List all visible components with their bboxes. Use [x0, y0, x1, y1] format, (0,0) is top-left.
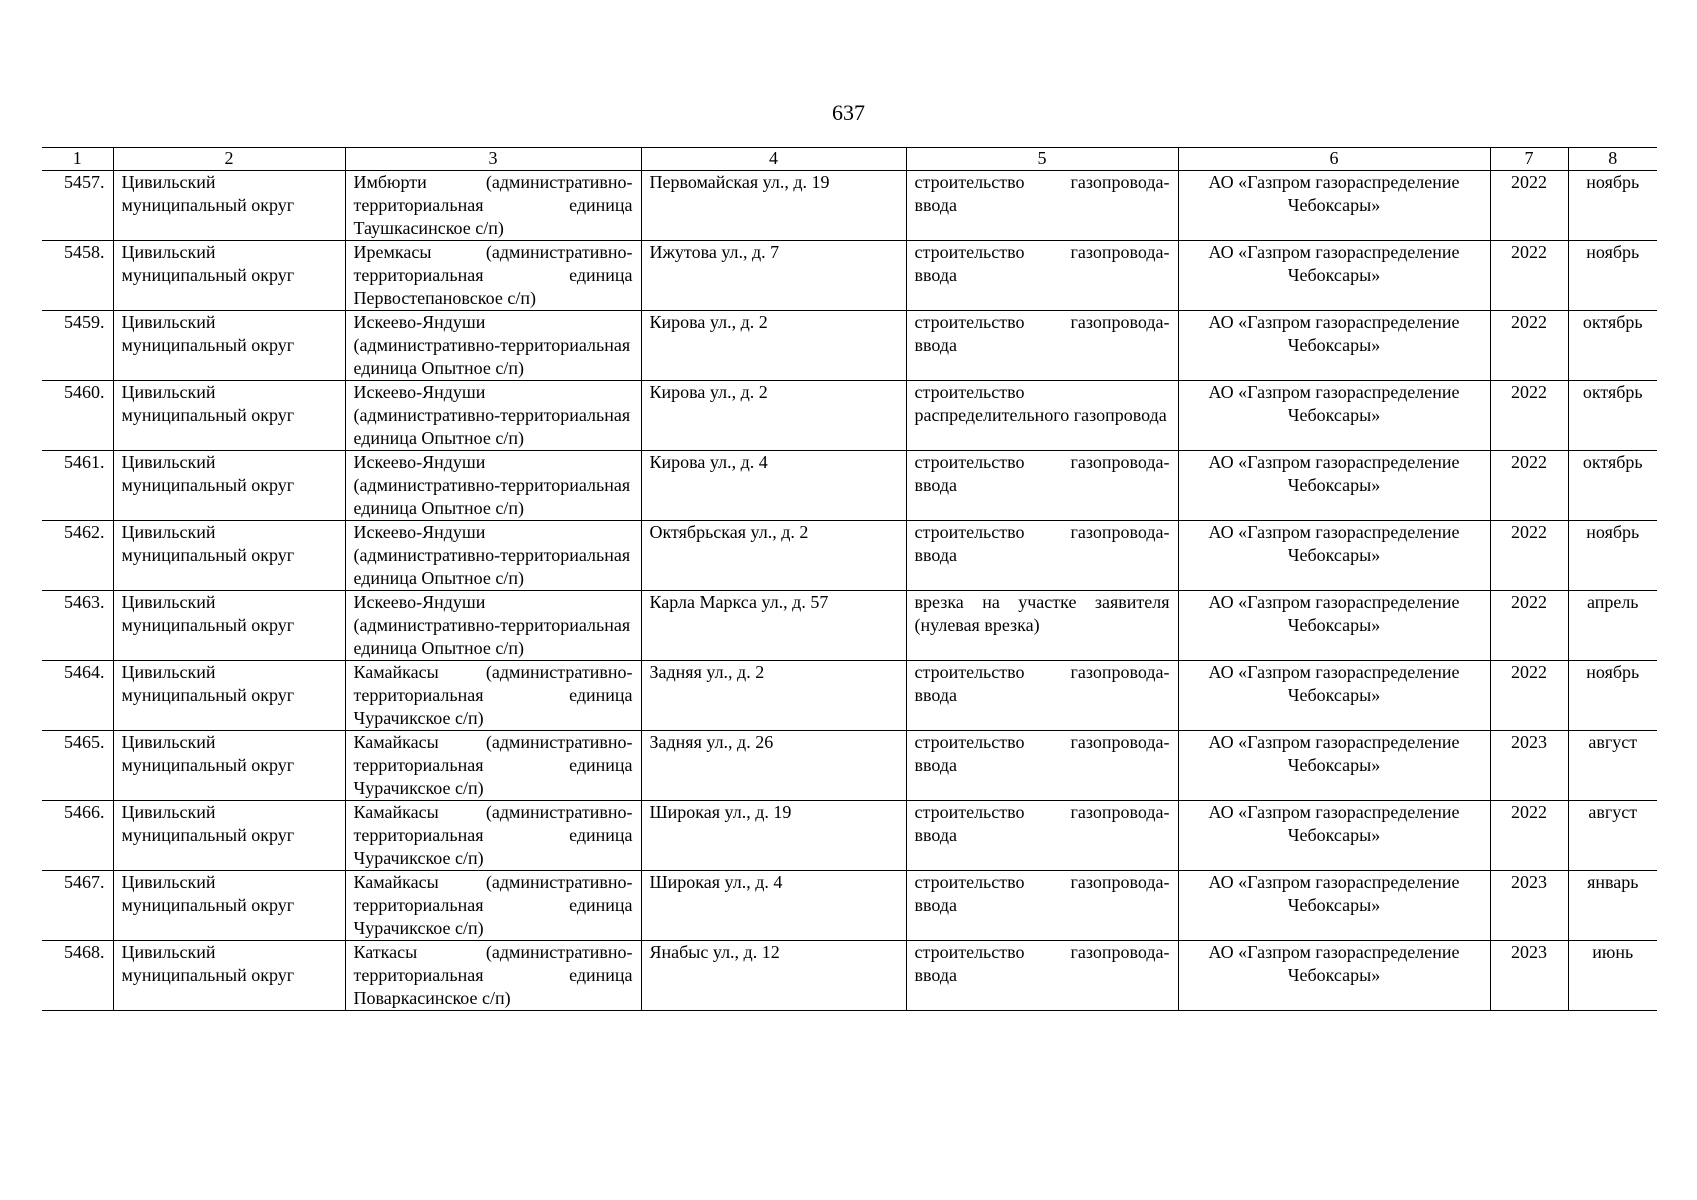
organization-cell: АО «Газпром газораспределение Чебоксары»: [1178, 591, 1490, 661]
table-row: [42, 451, 1657, 521]
row-number: 5468.: [42, 941, 113, 1011]
settlement-cell: Камайкасы (административно-территориальная единица Чурачикское с/п): [345, 731, 641, 801]
organization-cell: АО «Газпром газораспределение Чебоксары»: [1178, 451, 1490, 521]
district-cell: Цивильский муниципальный округ: [113, 591, 345, 661]
row-number: 5464.: [42, 661, 113, 731]
work-type-cell: строительство газопровода-ввода: [906, 171, 1178, 241]
district-cell: Цивильский муниципальный округ: [113, 521, 345, 591]
work-type-cell: врезка на участке заявителя (нулевая врезка): [906, 591, 1178, 661]
address-cell: Широкая ул., д. 19: [641, 801, 906, 871]
month-cell: октябрь: [1568, 311, 1657, 381]
column-header: 6: [1178, 148, 1490, 171]
table-row: [42, 941, 1657, 1011]
settlement-cell: Искеево-Яндуши (административно-территориальная единица Опытное с/п): [345, 311, 641, 381]
month-cell: октябрь: [1568, 451, 1657, 521]
month-cell: июнь: [1568, 941, 1657, 1011]
district-cell: Цивильский муниципальный округ: [113, 941, 345, 1011]
year-cell: 2022: [1490, 381, 1568, 451]
table-row: [42, 241, 1657, 311]
district-cell: Цивильский муниципальный округ: [113, 661, 345, 731]
table-row: [42, 871, 1657, 941]
row-number: 5458.: [42, 241, 113, 311]
month-cell: ноябрь: [1568, 521, 1657, 591]
settlement-cell: Камайкасы (административно-территориальная единица Чурачикское с/п): [345, 801, 641, 871]
organization-cell: АО «Газпром газораспределение Чебоксары»: [1178, 311, 1490, 381]
column-header: 1: [42, 148, 113, 171]
row-number: 5463.: [42, 591, 113, 661]
year-cell: 2022: [1490, 521, 1568, 591]
settlement-cell: Искеево-Яндуши (административно-территориальная единица Опытное с/п): [345, 591, 641, 661]
column-header: 2: [113, 148, 345, 171]
column-header: 5: [906, 148, 1178, 171]
district-cell: Цивильский муниципальный округ: [113, 171, 345, 241]
district-cell: Цивильский муниципальный округ: [113, 871, 345, 941]
column-header: 3: [345, 148, 641, 171]
organization-cell: АО «Газпром газораспределение Чебоксары»: [1178, 871, 1490, 941]
address-cell: Карла Маркса ул., д. 57: [641, 591, 906, 661]
month-cell: август: [1568, 801, 1657, 871]
month-cell: октябрь: [1568, 381, 1657, 451]
address-cell: Кирова ул., д. 4: [641, 451, 906, 521]
organization-cell: АО «Газпром газораспределение Чебоксары»: [1178, 171, 1490, 241]
month-cell: ноябрь: [1568, 661, 1657, 731]
organization-cell: АО «Газпром газораспределение Чебоксары»: [1178, 801, 1490, 871]
month-cell: ноябрь: [1568, 241, 1657, 311]
month-cell: август: [1568, 731, 1657, 801]
settlement-cell: Искеево-Яндуши (административно-территориальная единица Опытное с/п): [345, 521, 641, 591]
header-row: [42, 148, 1657, 171]
address-cell: Широкая ул., д. 4: [641, 871, 906, 941]
work-type-cell: строительство газопровода-ввода: [906, 871, 1178, 941]
year-cell: 2022: [1490, 591, 1568, 661]
address-cell: Задняя ул., д. 2: [641, 661, 906, 731]
month-cell: январь: [1568, 871, 1657, 941]
table-row: [42, 801, 1657, 871]
work-type-cell: строительство газопровода-ввода: [906, 311, 1178, 381]
settlement-cell: Иремкасы (административно-территориальная единица Первостепановское с/п): [345, 241, 641, 311]
organization-cell: АО «Газпром газораспределение Чебоксары»: [1178, 381, 1490, 451]
year-cell: 2022: [1490, 451, 1568, 521]
table-row: [42, 521, 1657, 591]
address-cell: Октябрьская ул., д. 2: [641, 521, 906, 591]
year-cell: 2022: [1490, 801, 1568, 871]
work-type-cell: строительство распределительного газопровода: [906, 381, 1178, 451]
settlement-cell: Камайкасы (административно-территориальная единица Чурачикское с/п): [345, 661, 641, 731]
year-cell: 2023: [1490, 731, 1568, 801]
district-cell: Цивильский муниципальный округ: [113, 241, 345, 311]
address-cell: Первомайская ул., д. 19: [641, 171, 906, 241]
row-number: 5457.: [42, 171, 113, 241]
address-cell: Ижутова ул., д. 7: [641, 241, 906, 311]
settlement-cell: Искеево-Яндуши (административно-территориальная единица Опытное с/п): [345, 381, 641, 451]
row-number: 5460.: [42, 381, 113, 451]
table-row: [42, 591, 1657, 661]
year-cell: 2023: [1490, 871, 1568, 941]
work-type-cell: строительство газопровода-ввода: [906, 801, 1178, 871]
year-cell: 2023: [1490, 941, 1568, 1011]
settlement-cell: Каткасы (административно-территориальная единица Поваркасинское с/п): [345, 941, 641, 1011]
settlement-cell: Камайкасы (административно-территориальная единица Чурачикское с/п): [345, 871, 641, 941]
month-cell: апрель: [1568, 591, 1657, 661]
table-row: [42, 661, 1657, 731]
page-number: 637: [832, 100, 865, 125]
organization-cell: АО «Газпром газораспределение Чебоксары»: [1178, 521, 1490, 591]
organization-cell: АО «Газпром газораспределение Чебоксары»: [1178, 941, 1490, 1011]
year-cell: 2022: [1490, 241, 1568, 311]
row-number: 5461.: [42, 451, 113, 521]
district-cell: Цивильский муниципальный округ: [113, 381, 345, 451]
district-cell: Цивильский муниципальный округ: [113, 801, 345, 871]
address-cell: Кирова ул., д. 2: [641, 311, 906, 381]
organization-cell: АО «Газпром газораспределение Чебоксары»: [1178, 661, 1490, 731]
district-cell: Цивильский муниципальный округ: [113, 311, 345, 381]
year-cell: 2022: [1490, 661, 1568, 731]
work-type-cell: строительство газопровода-ввода: [906, 941, 1178, 1011]
year-cell: 2022: [1490, 171, 1568, 241]
work-type-cell: строительство газопровода-ввода: [906, 661, 1178, 731]
work-type-cell: строительство газопровода-ввода: [906, 241, 1178, 311]
row-number: 5459.: [42, 311, 113, 381]
table-row: [42, 171, 1657, 241]
row-number: 5462.: [42, 521, 113, 591]
table-row: [42, 731, 1657, 801]
month-cell: ноябрь: [1568, 171, 1657, 241]
district-cell: Цивильский муниципальный округ: [113, 731, 345, 801]
year-cell: 2022: [1490, 311, 1568, 381]
work-type-cell: строительство газопровода-ввода: [906, 451, 1178, 521]
table-row: [42, 381, 1657, 451]
row-number: 5465.: [42, 731, 113, 801]
column-header: 8: [1568, 148, 1657, 171]
register-table: [42, 147, 1657, 1011]
district-cell: Цивильский муниципальный округ: [113, 451, 345, 521]
organization-cell: АО «Газпром газораспределение Чебоксары»: [1178, 241, 1490, 311]
column-header: 7: [1490, 148, 1568, 171]
address-cell: Янабыс ул., д. 12: [641, 941, 906, 1011]
row-number: 5466.: [42, 801, 113, 871]
settlement-cell: Искеево-Яндуши (административно-территориальная единица Опытное с/п): [345, 451, 641, 521]
row-number: 5467.: [42, 871, 113, 941]
settlement-cell: Имбюрти (административно-территориальная единица Таушкасинское с/п): [345, 171, 641, 241]
address-cell: Задняя ул., д. 26: [641, 731, 906, 801]
column-header: 4: [641, 148, 906, 171]
organization-cell: АО «Газпром газораспределение Чебоксары»: [1178, 731, 1490, 801]
address-cell: Кирова ул., д. 2: [641, 381, 906, 451]
work-type-cell: строительство газопровода-ввода: [906, 521, 1178, 591]
work-type-cell: строительство газопровода-ввода: [906, 731, 1178, 801]
table-row: [42, 311, 1657, 381]
